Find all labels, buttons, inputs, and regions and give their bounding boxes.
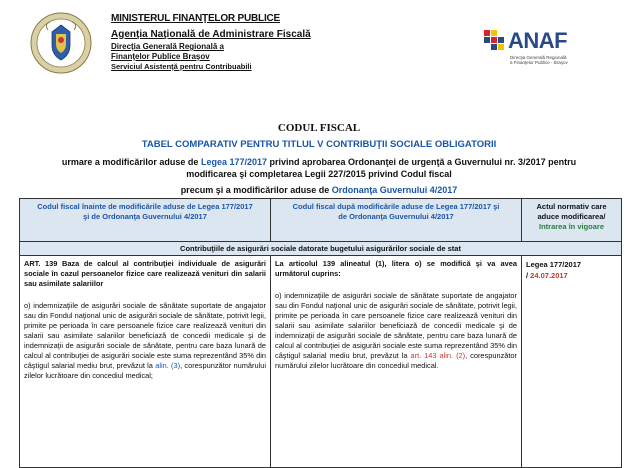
left-paragraph	[24, 301, 266, 381]
left-heading: ART. 139 Baza de calcul al contribuţiei individuale de asigurări sociale în cazul persoanelor fizice care realizează venituri din salarii sau asimilate salariilor	[24, 259, 266, 288]
intro-law-link[interactable]: Legea 177/2017	[200, 157, 268, 167]
anaf-subtitle-line-2: a Finanţelor Publice - Braşov	[510, 60, 568, 65]
anaf-subtitle-line-1: Direcţia Generală Regională	[510, 55, 567, 60]
intro-line-2	[0, 185, 638, 195]
intro-paragraph	[39, 156, 599, 180]
intro-text-b: privind aprobarea Ordonanţei de urgenţă a Guvernului nr. 3/2017 pentru modificarea şi completarea Legii 227/2015 privind Codul fiscal	[186, 157, 577, 179]
law-slash: /	[526, 271, 531, 280]
cell-before	[20, 256, 271, 468]
col2-line-a: Codul fiscal după modificările aduse de Legea 177/2017 şi	[292, 202, 500, 211]
document-subtitle: TABEL COMPARATIV PENTRU TITLUL V CONTRIBUŢII SOCIALE OBLIGATORII	[141, 139, 497, 150]
service-name: Serviciul Asistenţă pentru Contribuabili	[111, 62, 252, 71]
col1-line-a: Codul fiscal înainte de modificările aduse de Legea 177/2017	[37, 202, 253, 211]
finances-name: Finanţelor Publice Braşov	[111, 52, 210, 61]
right-text-a: o) indemnizaţiile de asigurări sociale de sănătate suportate de angajator sau din Fondul naţional unic de asigurări sociale de sănătate, potrivit legii, primite pe perioada în care persoanele fizice care realizează venituri din salarii sau asimilate salariilor beneficiază de concedii medicale şi de indemnizaţii de asigurări sociale de sănătate, pentru care baza lunară de calcul al contribuţiei de asigurări sociale este suma reprezentând 35% din câştigul salarial mediu brut, prevăzut la	[275, 291, 517, 360]
cell-act	[522, 256, 622, 468]
col3-line-b: Intrarea în vigoare	[538, 222, 605, 231]
ministry-name: MINISTERUL FINANŢELOR PUBLICE	[111, 13, 281, 24]
table-header-row	[20, 199, 622, 242]
intro2-text: precum şi a modificărilor aduse de	[180, 185, 332, 195]
document-header	[0, 0, 638, 120]
right-heading: La articolul 139 alineatul (1), litera o) se modifică şi va avea următorul cuprins:	[275, 259, 517, 278]
document-title: CODUL FISCAL	[277, 122, 361, 134]
law-date-line	[526, 270, 617, 281]
anaf-subtitle	[510, 55, 568, 65]
cell-after	[271, 256, 522, 468]
anaf-wordmark: ANAF	[508, 28, 568, 53]
col1-line-b: şi de Ordonanţa Guvernului 4/2017	[83, 212, 207, 221]
left-text-a: o) indemnizaţiile de asigurări sociale de sănătate suportate de angajator sau din Fondul naţional unic de asigurări sociale de sănătate, potrivit legii, primite pe perioada în care persoanele fizice care realizează venituri din salarii sau asimilate salariilor beneficiază de concedii medicale şi de indemnizaţii de asigurări sociale de sănătate, pentru care baza lunară de calcul al contribuţiei de asigurări sociale este suma reprezentând 35% din câştigul salarial mediu brut, prevăzut la	[24, 301, 266, 370]
left-ref-link[interactable]: alin. (3)	[155, 361, 181, 370]
coat-of-arms-icon	[30, 12, 92, 74]
right-paragraph	[275, 291, 517, 371]
left-text-b: , corespunzător numărului zilelor lucrătoare din concediul medical;	[24, 361, 266, 380]
section-heading: Contribuţiile de asigurări sociale datorate bugetului asigurărilor sociale de stat	[20, 242, 622, 256]
right-ref-link[interactable]: art. 143 alin. (2)	[410, 351, 466, 360]
comparison-table	[19, 198, 622, 468]
title-block	[0, 122, 638, 195]
right-text-b: , corespunzător numărului zilelor lucrătoare din concediul medical.	[275, 351, 517, 370]
column-header-before	[20, 199, 271, 242]
ministry-block	[111, 13, 411, 72]
law-date: 24.07.2017	[530, 271, 568, 280]
column-header-act	[522, 199, 622, 242]
col3-line-a: Actul normativ care aduce modificarea/	[536, 202, 607, 221]
intro-text-a: urmare a modificărilor aduse de	[61, 157, 201, 167]
anaf-logo-icon	[484, 30, 506, 54]
intro2-ordinance-link[interactable]: Ordonanţa Guvernului 4/2017	[331, 185, 458, 195]
table-row	[20, 256, 622, 468]
col2-line-b: de Ordonanţa Guvernului 4/2017	[338, 212, 454, 221]
section-row	[20, 242, 622, 256]
directorate-name: Direcţia Generală Regională a	[111, 42, 224, 51]
anaf-logo	[484, 30, 602, 70]
agency-name: Agenţia Naţională de Administrare Fiscală	[111, 28, 311, 40]
column-header-after	[271, 199, 522, 242]
law-name[interactable]: Legea 177/2017	[526, 260, 582, 269]
